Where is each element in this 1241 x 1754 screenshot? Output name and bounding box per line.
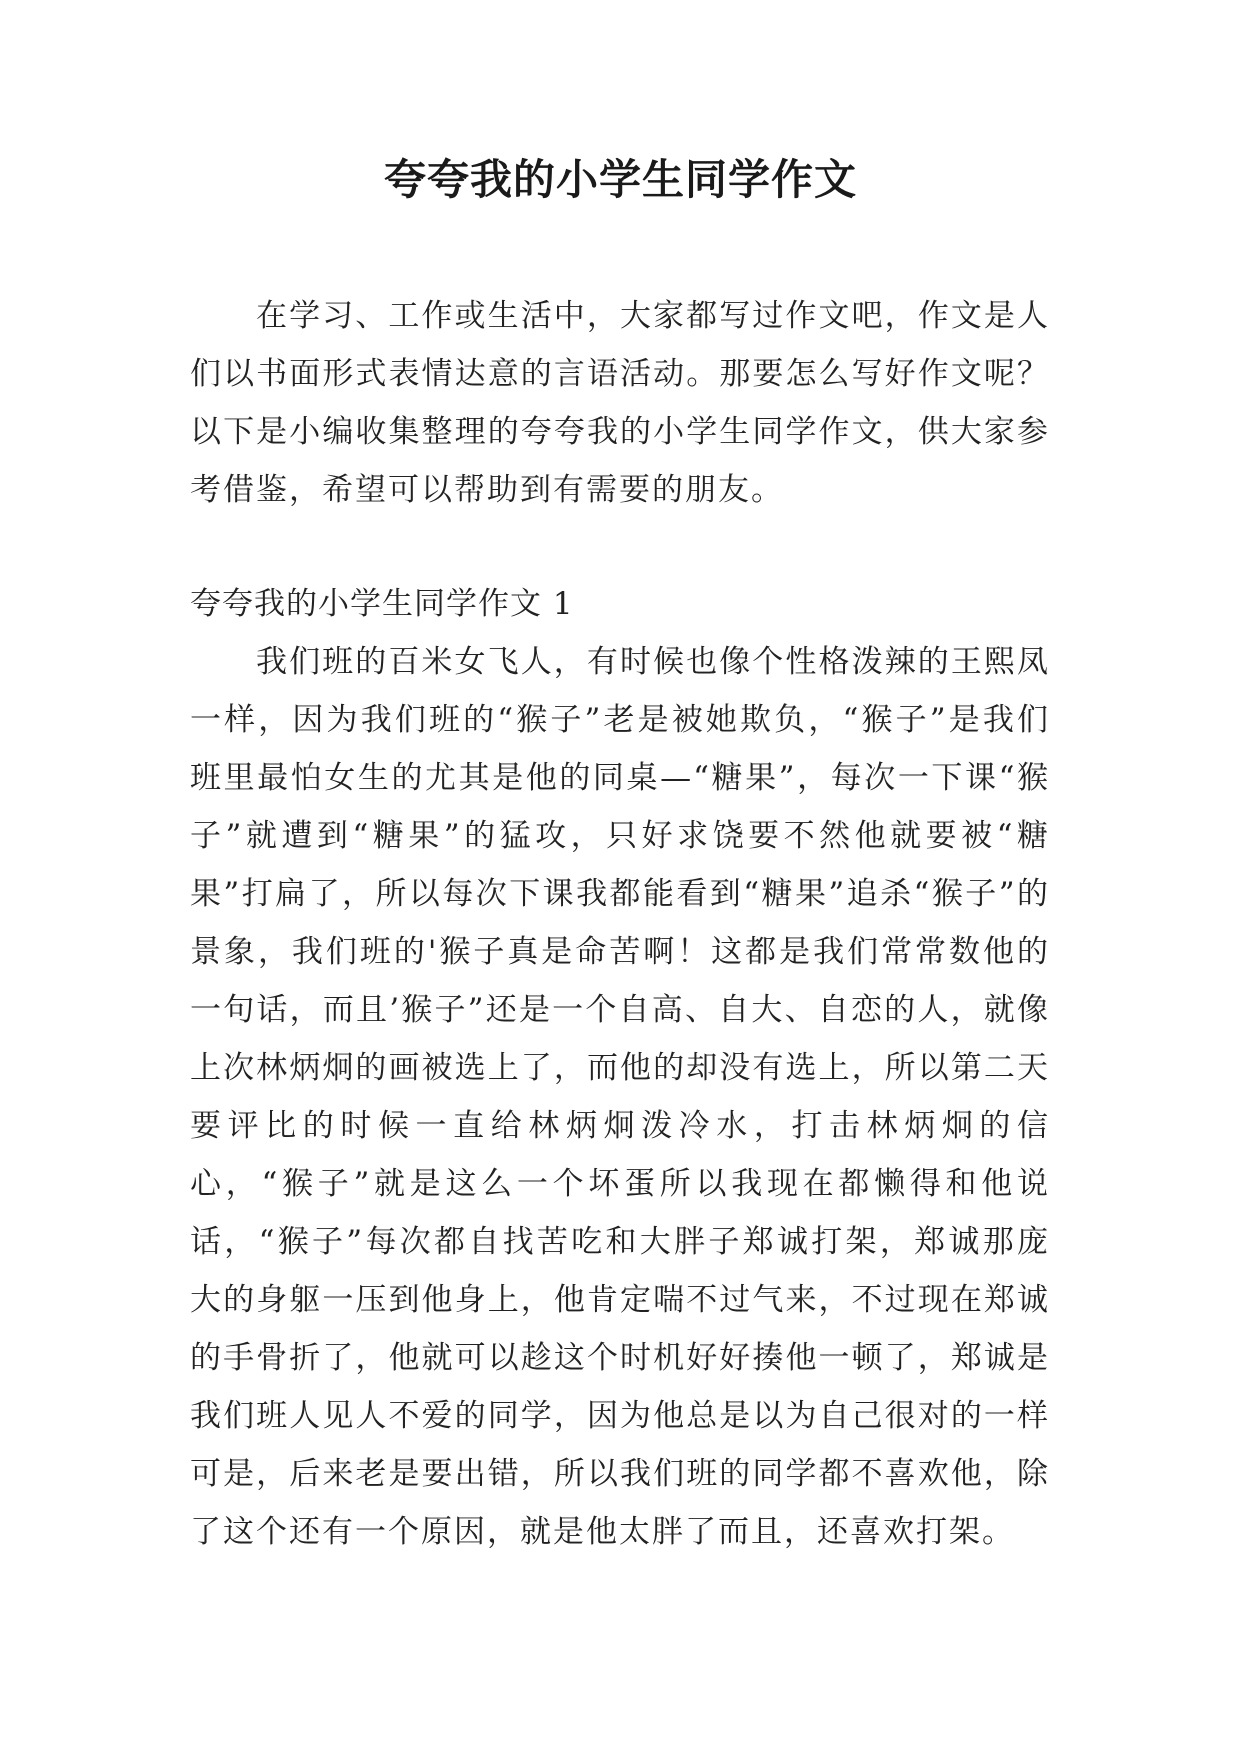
document-title: 夸夸我的小学生同学作文: [383, 155, 857, 204]
section-heading: 夸夸我的小学生同学作文 1: [190, 586, 574, 622]
essay-paragraph: 我们班的百米女飞人，有时候也像个性格泼辣的王熙凤一样，因为我们班的“猴子”老是被她欺负，“猴子”是我们班里最怕女生的尤其是他的同桌—“糖果”，每次一下课“猴子”就遭到“糖果”的猛攻，只好求饶要不然他就要被“糖果”打扁了，所以每次下课我都能看到“糖果”追杀“猴子”的景象，我们班的'猴子真是命苦啊！这都是我们常常数他的一句话，而且’猴子”还是一个自高、自大、自恋的人，就像上次林炳炯的画被选上了，而他的却没有选上，所以第二天要评比的时候一直给林炳炯泼冷水，打击林炳炯的信心，“猴子”就是这么一个坏蛋所以我现在都懒得和他说话，“猴子”每次都自找苦吃和大胖子郑诚打架，郑诚那庞大的身躯一压到他身上，他肯定喘不过气来，不过现在郑诚的手骨折了，他就可以趁这个时机好好揍他一顿了，郑诚是我们班人见人不爱的同学，因为他总是以为自己很对的一样可是，后来老是要出错，所以我们班的同学都不喜欢他，除了这个还有一个原因，就是他太胖了而且，还喜欢打架。: [190, 644, 1050, 1550]
intro-paragraph: 在学习、工作或生活中，大家都写过作文吧，作文是人们以书面形式表情达意的言语活动。那要怎么写好作文呢？以下是小编收集整理的夸夸我的小学生同学作文，供大家参考借鉴，希望可以帮助到有需要的朋友。: [190, 298, 1050, 508]
